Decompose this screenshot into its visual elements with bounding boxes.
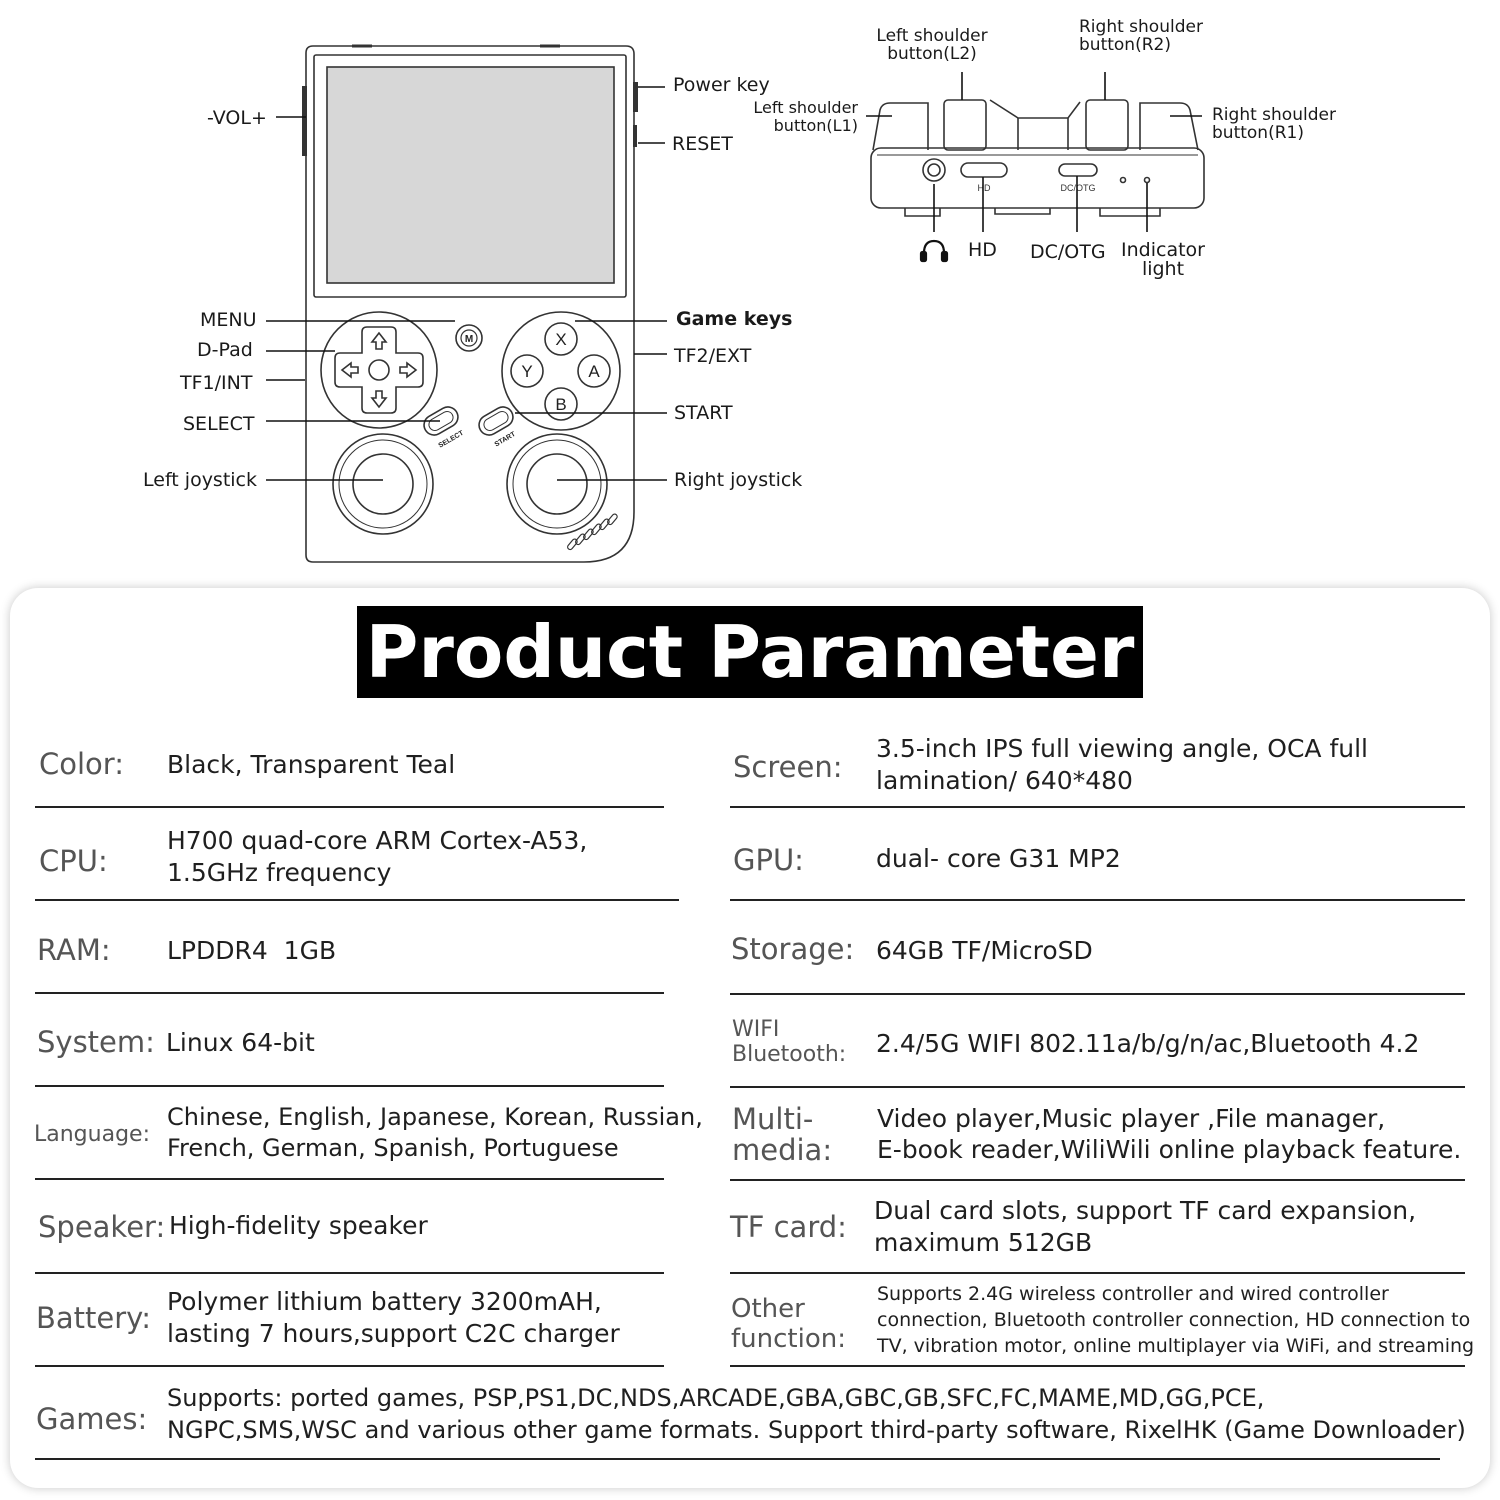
divider bbox=[730, 1179, 1465, 1181]
divider bbox=[35, 899, 679, 901]
label-hd: HD bbox=[968, 239, 997, 261]
param-key-gpu: GPU: bbox=[733, 843, 804, 877]
dcotg-port bbox=[1059, 164, 1097, 176]
param-key-games: Games: bbox=[36, 1402, 148, 1436]
headphone-port bbox=[923, 159, 945, 181]
label-tf1: TF1/INT bbox=[180, 372, 253, 394]
console-top bbox=[871, 100, 1204, 216]
right-joystick bbox=[507, 434, 607, 534]
screen-display bbox=[327, 67, 614, 283]
divider bbox=[730, 806, 1465, 808]
param-key-multimedia: Multi- media: bbox=[732, 1102, 833, 1167]
select-print: SELECT bbox=[437, 429, 465, 450]
label-l1: Left shoulder button(L1) bbox=[753, 98, 858, 135]
param-value-speaker: High-fidelity speaker bbox=[169, 1211, 428, 1240]
label-start: START bbox=[674, 402, 733, 424]
label-indicator-light: Indicator light bbox=[1121, 239, 1205, 280]
param-value-other: Supports 2.4G wireless controller and wired controller connection, Bluetooth controller connection, HD connection to TV, vibration motor, online multiplayer via WiFi, and streaming bbox=[877, 1283, 1475, 1357]
divider bbox=[730, 1272, 1465, 1274]
indicator-led bbox=[1121, 178, 1126, 183]
m-glyph: M bbox=[464, 334, 474, 345]
start-print: START bbox=[493, 430, 517, 449]
y-glyph: Y bbox=[521, 362, 533, 381]
divider bbox=[35, 1458, 1440, 1460]
param-key-wifi: WIFI Bluetooth: bbox=[732, 1017, 847, 1067]
label-r1: Right shoulder button(R1) bbox=[1212, 105, 1336, 143]
param-key-color: Color: bbox=[39, 747, 124, 781]
divider bbox=[35, 1365, 664, 1367]
label-l2: Left shoulder button(L2) bbox=[876, 26, 988, 64]
param-key-ram: RAM: bbox=[37, 933, 111, 967]
label-r2: Right shoulder button(R2) bbox=[1079, 17, 1203, 55]
x-glyph: X bbox=[555, 330, 567, 349]
shoulder-l1 bbox=[873, 103, 928, 150]
divider bbox=[35, 1085, 664, 1087]
label-menu: MENU bbox=[200, 309, 257, 331]
label-right-joystick: Right joystick bbox=[674, 469, 803, 491]
param-value-cpu: H700 quad-core ARM Cortex-A53, 1.5GHz frequency bbox=[167, 826, 588, 887]
divider bbox=[35, 806, 664, 808]
label-game-keys: Game keys bbox=[676, 308, 793, 330]
label-left-joystick: Left joystick bbox=[143, 469, 258, 491]
label-vol: -VOL+ bbox=[207, 107, 267, 129]
dcotg-port-print: DC/OTG bbox=[1060, 183, 1096, 193]
param-value-tfcard: Dual card slots, support TF card expansion, maximum 512GB bbox=[874, 1196, 1417, 1257]
divider bbox=[730, 899, 1465, 901]
hd-port-print: HD bbox=[977, 183, 991, 193]
a-glyph: A bbox=[588, 362, 600, 381]
hd-port bbox=[961, 163, 1007, 177]
divider bbox=[35, 1272, 664, 1274]
param-value-games: Supports: ported games, PSP,PS1,DC,NDS,ARCADE,GBA,GBC,GB,SFC,FC,MAME,MD,GG,PCE, NGPC,SMS,WSC and various other game formats. Support third-party software, RixelHK (Game Downloader) bbox=[167, 1384, 1466, 1444]
param-value-gpu: dual- core G31 MP2 bbox=[876, 844, 1121, 873]
param-value-multimedia: Video player,Music player ,File manager, E-book reader,WiliWili online playback feature. bbox=[877, 1104, 1462, 1164]
param-key-language: Language: bbox=[34, 1122, 150, 1147]
param-key-system: System: bbox=[37, 1025, 155, 1059]
label-reset: RESET bbox=[672, 133, 733, 155]
param-value-system: Linux 64-bit bbox=[166, 1028, 315, 1057]
dpad-cross bbox=[335, 327, 423, 413]
label-dpad: D-Pad bbox=[197, 339, 253, 361]
param-value-language: Chinese, English, Japanese, Korean, Russian, French, German, Spanish, Portuguese bbox=[167, 1103, 703, 1162]
console-front bbox=[302, 46, 638, 562]
divider bbox=[730, 1086, 1465, 1088]
left-joystick bbox=[333, 434, 433, 534]
label-select: SELECT bbox=[183, 413, 255, 435]
param-value-color: Black, Transparent Teal bbox=[167, 750, 456, 779]
label-dc-otg: DC/OTG bbox=[1030, 241, 1106, 263]
param-key-battery: Battery: bbox=[36, 1301, 151, 1335]
label-tf2: TF2/EXT bbox=[674, 345, 752, 367]
b-glyph: B bbox=[555, 395, 567, 414]
divider bbox=[730, 1365, 1465, 1367]
divider bbox=[730, 993, 1465, 995]
param-value-ram: LPDDR4 1GB bbox=[167, 936, 337, 965]
param-key-cpu: CPU: bbox=[39, 844, 108, 878]
divider bbox=[35, 992, 664, 994]
param-key-tfcard: TF card: bbox=[730, 1210, 847, 1244]
param-key-other: Other function: bbox=[731, 1294, 846, 1354]
param-value-wifi: 2.4/5G WIFI 802.11a/b/g/n/ac,Bluetooth 4.2 bbox=[876, 1029, 1420, 1058]
param-key-screen: Screen: bbox=[733, 750, 843, 784]
param-key-speaker: Speaker: bbox=[38, 1210, 166, 1244]
label-power-key: Power key bbox=[673, 74, 770, 96]
param-value-screen: 3.5-inch IPS full viewing angle, OCA full lamination/ 640*480 bbox=[876, 734, 1369, 795]
param-value-storage: 64GB TF/MicroSD bbox=[876, 936, 1093, 965]
param-value-battery: Polymer lithium battery 3200mAH, lasting 7 hours,support C2C charger bbox=[167, 1287, 620, 1348]
divider bbox=[35, 1178, 664, 1180]
page-title: Product Parameter bbox=[357, 606, 1143, 698]
param-key-storage: Storage: bbox=[731, 932, 855, 966]
shoulder-r2 bbox=[1086, 100, 1128, 150]
headphone-icon bbox=[921, 241, 947, 261]
shoulder-l2 bbox=[944, 100, 986, 150]
shoulder-r1 bbox=[1140, 103, 1198, 150]
